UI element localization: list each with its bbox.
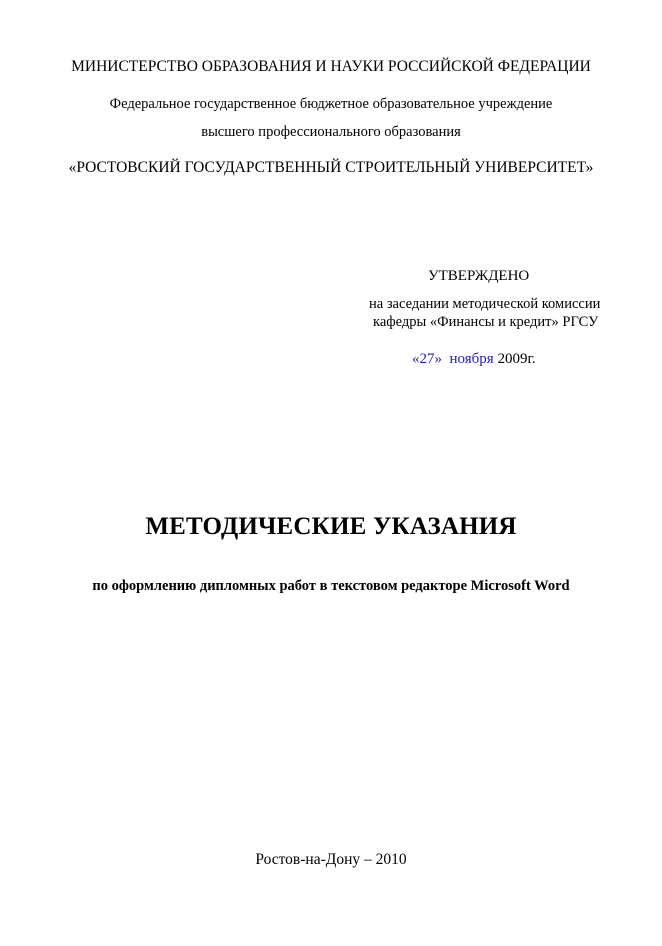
approval-date-month: ноября: [449, 351, 494, 367]
document-title: МЕТОДИЧЕСКИЕ УКАЗАНИЯ: [145, 513, 517, 540]
approval-commission-line-1: на заседании методической комиссии: [369, 296, 601, 312]
approval-date: [412, 351, 536, 368]
institution-line-2: высшего профессионального образования: [201, 124, 461, 140]
approval-date-day: «27»: [412, 351, 442, 367]
approval-commission-line-2: кафедры «Финансы и кредит» РГСУ: [373, 314, 599, 330]
approval-date-year: 2009г.: [497, 351, 536, 367]
document-subtitle: по оформлению дипломных работ в текстовом редакторе Microsoft Word: [92, 578, 570, 594]
university-name: «РОСТОВСКИЙ ГОСУДАРСТВЕННЫЙ СТРОИТЕЛЬНЫЙ УНИВЕРСИТЕТ»: [68, 159, 594, 176]
ministry-heading: МИНИСТЕРСТВО ОБРАЗОВАНИЯ И НАУКИ РОССИЙСКОЙ ФЕДЕРАЦИИ: [71, 58, 591, 75]
approval-heading: УТВЕРЖДЕНО: [428, 268, 530, 284]
institution-line-1: Федеральное государственное бюджетное образовательное учреждение: [109, 96, 553, 112]
city-year: Ростов-на-Дону – 2010: [255, 851, 407, 868]
